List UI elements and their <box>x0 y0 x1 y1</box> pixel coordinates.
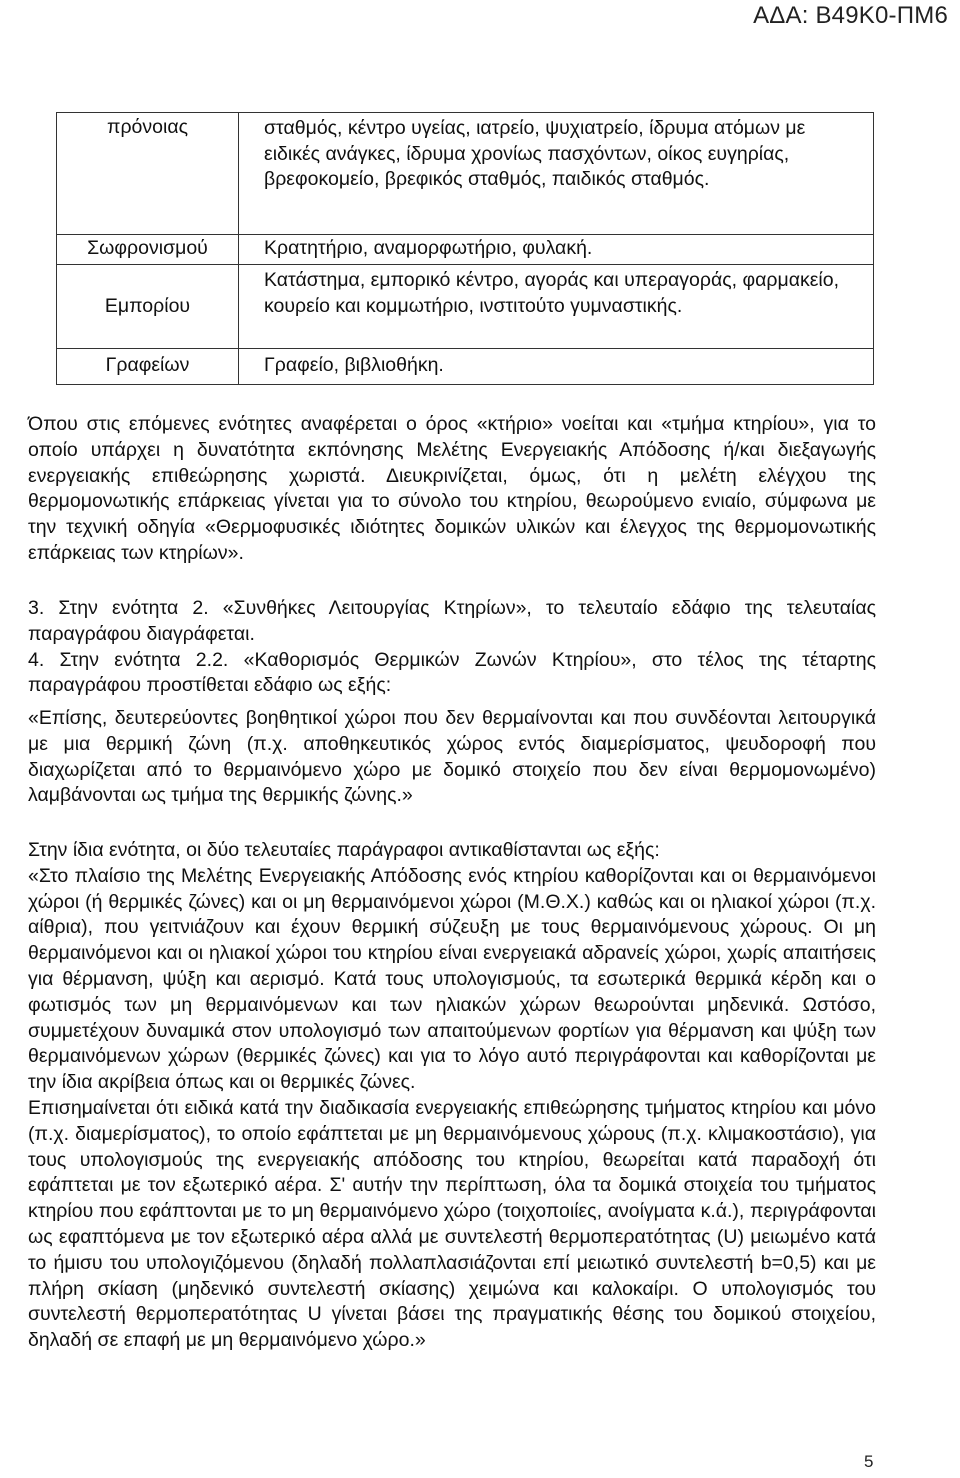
description-text: Κρατητήριο, αναμορφωτήριο, φυλακή. <box>264 237 593 259</box>
description-cell <box>239 265 874 349</box>
paragraph: Όπου στις επόμενες ενότητες αναφέρεται ο όρος «κτήριο» νοείται και «τμήμα κτηρίου», για το οποίο υπάρχει η δυνατότητα εκπόνησης Μελέτης Ενεργειακής Απόδοσης ή/και διεξαγωγής ενεργειακής επιθεώρησης χωριστά. Διευκρινίζεται, όμως, ότι η μελέτη ελέγχου της θερμομονωτικής επάρκειας γίνεται για το σύνολο του κτηρίου, θεωρούμενο ενιαίο, σύμφωνα με την τεχνική οδηγία «Θερμοφυσικές ιδιότητες δομικών υλικών και έλεγχος της θερμομονωτικής επάρκειας των κτηρίων». <box>28 413 876 564</box>
description-text: σταθμός, κέντρο υγείας, ιατρείο, ψυχιατρείο, ίδρυμα ατόμων με ειδικές ανάγκες, ίδρυμα χρονίως πασχόντων, οίκος ευγηρίας, βρεφοκομείο, βρεφικός σταθμός, παιδικός σταθμός. <box>264 117 806 191</box>
category-cell <box>57 113 239 235</box>
paragraph: «Επίσης, δευτερεύοντες βοηθητικοί χώροι που δεν θερμαίνονται και που συνδέονται λειτουργικά με μια θερμική ζώνη (π.χ. αποθηκευτικός χώρος εντός διαμερίσματος, ψευδοροφή που διαχωρίζεται από το θερμαινόμενο χώρο με δομικό στοιχείο που δεν είναι θερμομονωμένο) λαμβάνονται ως τμήμα της θερμικής ζώνης.» <box>28 707 876 807</box>
amendment-item-4: 4. Στην ενότητα 2.2. «Καθορισμός Θερμικών Ζωνών Κτηρίου», στο τέλος της τέταρτης παραγράφου προστίθεται εδάφιο ως εξής: <box>28 648 876 697</box>
amendment-item-3: 3. Στην ενότητα 2. «Συνθήκες Λειτουργίας Κτηρίων», το τελευταίο εδάφιο της τελευταίας παραγράφου διαγράφεται. <box>28 597 876 645</box>
description-text: Γραφείο, βιβλιοθήκη. <box>264 354 444 376</box>
category-label: πρόνοιας <box>107 116 188 138</box>
table-row <box>57 113 874 235</box>
amendments-block <box>28 596 876 699</box>
paragraph: Στην ίδια ενότητα, οι δύο τελευταίες παράγραφοι αντικαθίστανται ως εξής: <box>28 839 660 861</box>
building-usage-table <box>56 112 874 385</box>
category-cell <box>57 265 239 349</box>
definition-paragraph <box>28 412 876 567</box>
description-cell <box>239 349 874 385</box>
category-cell <box>57 349 239 385</box>
category-cell <box>57 235 239 265</box>
description-cell <box>239 113 874 235</box>
category-label: Σωφρονισμού <box>87 237 208 259</box>
description-cell <box>239 235 874 265</box>
table-row <box>57 235 874 265</box>
document-reference-code: ΑΔΑ: Β49Κ0-ΠΜ6 <box>753 2 948 29</box>
category-label: Γραφείων <box>105 354 190 376</box>
table-row <box>57 349 874 385</box>
description-text: Κατάστημα, εμπορικό κέντρο, αγοράς και υπεραγοράς, φαρμακείο, κουρείο και κομμωτήριο, ινστιτούτο γυμναστικής. <box>264 269 840 317</box>
category-label: Εμπορίου <box>104 294 191 317</box>
page-number: 5 <box>864 1452 874 1471</box>
paragraph: Επισημαίνεται ότι ειδικά κατά την διαδικασία ενεργειακής επιθεώρησης τμήματος κτηρίου και μόνο (π.χ. διαμερίσματος), το οποίο εφάπτεται με μη θερμαινόμενους χώρους (π.χ. κλιμακοστάσιο), για τους υπολογισμούς της ενεργειακής απόδοσης του κτηρίου, θεωρείται κατά παραδοχή ότι εφάπτεται με τον εξωτερικό αέρα. Σ' αυτήν την περίπτωση, όλα τα δομικά στοιχεία του τμήματος κτηρίου που εφάπτονται με το μη θερμαινόμενο χώρο (τοιχοποιίες, ανοίγματα κ.ά.), περιγράφονται ως εφαπτόμενα με τον εξωτερικό αέρα αλλά με συντελεστή θερμοπερατότητας (U) μειωμένο κατά το ήμισυ του υπολογιζόμενου (δηλαδή πολλαπλασιάζονται επί μειωτικό συντελεστή b=0,5) και με πλήρη σκίαση (μηδενικό συντελεστή σκίασης) χειμώνα και καλοκαίρι. Ο υπολογισμός του συντελεστή θερμοπερατότητας U γίνεται βάσει της πραγματικής θέσης του δομικού στοιχείου, δηλαδή σε επαφή με μη θερμαινόμενο χώρο.» <box>28 1096 876 1352</box>
table-row <box>57 265 874 349</box>
inserted-clause <box>28 706 876 809</box>
replacement-block <box>28 838 876 1354</box>
paragraph: «Στο πλαίσιο της Μελέτης Ενεργειακής Απόδοσης ενός κτηρίου καθορίζονται και οι θερμαινόμενοι χώροι (ή θερμικές ζώνες) και οι μη θερμαινόμενοι χώροι (Μ.Θ.Χ.) καθώς και οι ηλιακοί χώροι (π.χ. αίθρια), που γειτνιάζουν και έχουν θερμική σύζευξη με τους θερμαινόμενους χώρους. Οι μη θερμαινόμενοι και οι ηλιακοί χώροι του κτηρίου είναι ενεργειακά αδρανείς χώροι, χωρίς απαιτήσεις για θέρμανση, ψύξη και αερισμό. Κατά τους υπολογισμούς, τα εσωτερικά θερμικά κέρδη και ο φωτισμός των μη θερμαινόμενων και των ηλιακών χώρων θεωρούνται μηδενικά. Ωστόσο, συμμετέχουν δυναμικά στον υπολογισμό των απαιτούμενων φορτίων για θέρμανση και ψύξη των θερμαινόμενων χώρων (θερμικές ζώνες) και για το λόγο αυτό περιγράφονται και καθορίζονται με την ίδια ακρίβεια όπως και οι θερμικές ζώνες. <box>28 864 876 1094</box>
